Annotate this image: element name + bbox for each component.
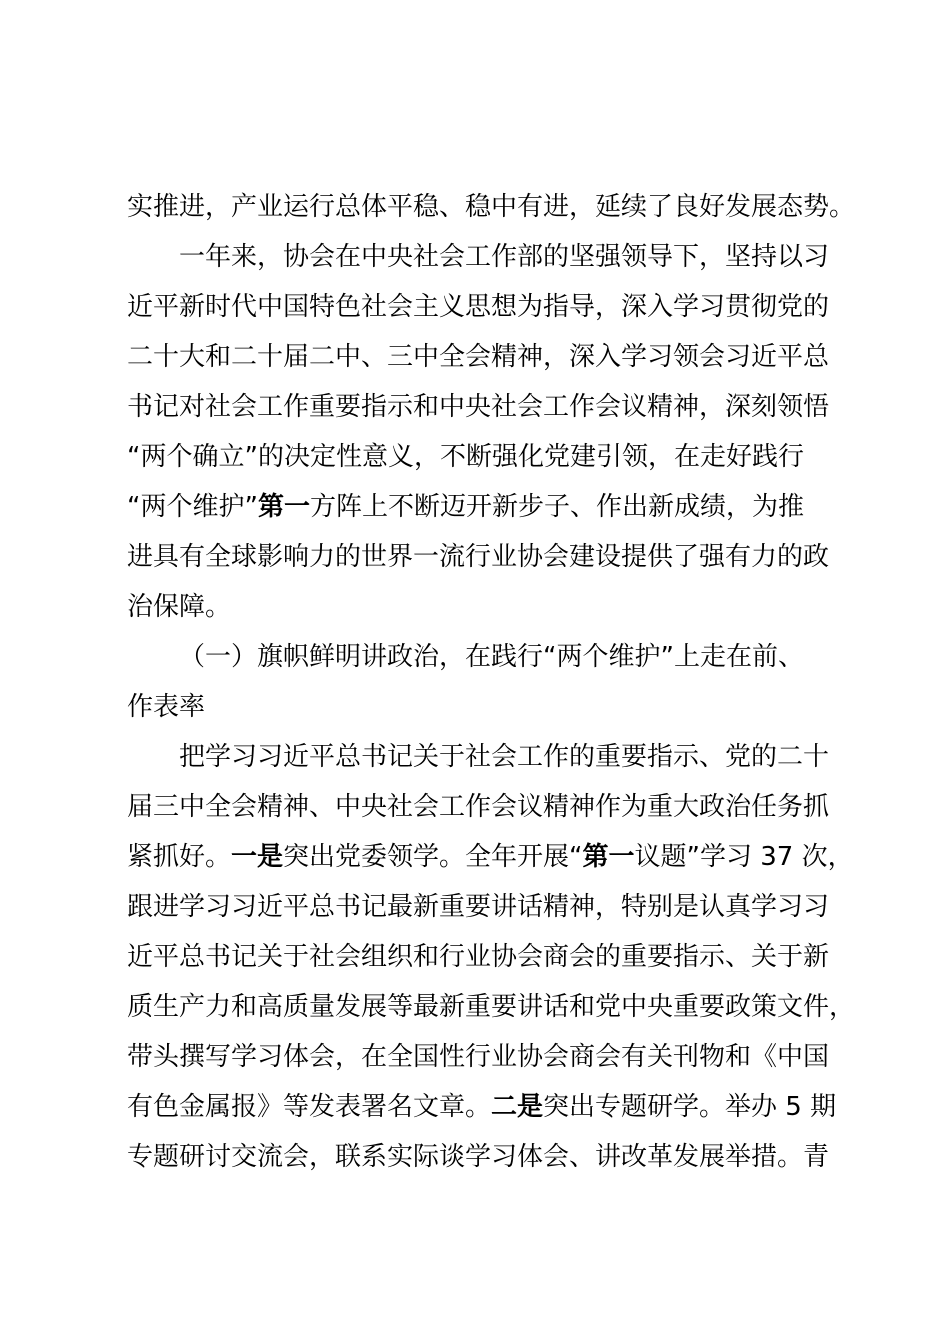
text-line: 近平新时代中国特色社会主义思想为指导，深入学习贯彻党的 [127, 292, 830, 322]
paragraph-start: 一年来，协会在中央社会工作部的坚强领导下，坚持以习 [179, 242, 830, 272]
text-line [127, 1090, 837, 1124]
bold-text: 二是 [491, 1092, 544, 1122]
text-run: 方阵上不断迈开新步子、作出新成绩，为推 [309, 492, 804, 522]
text-run: 有色金属报》等发表署名文章。 [127, 1092, 492, 1122]
section-heading-cont: 作表率 [127, 692, 206, 722]
text-line: 质生产力和高质量发展等最新重要讲话和党中央重要政策文件， [127, 992, 856, 1022]
text-line: 带头撰写学习体会，在全国性行业协会商会有关刊物和《中国 [127, 1042, 830, 1072]
text-run: 紧抓好。 [127, 842, 232, 872]
text-run: “两个维护” [127, 492, 258, 522]
text-run: 突出党委领学。全年开展“ [283, 842, 583, 872]
paragraph-start: 把学习习近平总书记关于社会工作的重要指示、党的二十 [179, 742, 830, 772]
text-line: 治保障。 [127, 592, 232, 622]
bold-text: 第一 [582, 842, 635, 872]
text-line: 专题研讨交流会，联系实际谈学习体会、讲改革发展举措。青 [127, 1142, 830, 1172]
text-line: 书记对社会工作重要指示和中央社会工作会议精神，深刻领悟 [127, 392, 830, 422]
text-line: 进具有全球影响力的世界一流行业协会建设提供了强有力的政 [127, 542, 830, 572]
text-run: 议题”学习 37 次， [634, 842, 854, 872]
text-run: 突出专题研学。举办 5 期 [543, 1092, 837, 1122]
text-line [127, 840, 854, 874]
text-line: “两个确立”的决定性意义，不断强化党建引领，在走好践行 [127, 442, 804, 472]
text-line: 届三中全会精神、中央社会工作会议精神作为重大政治任务抓 [127, 792, 830, 822]
bold-text: 一是 [231, 842, 284, 872]
text-line: 二十大和二十届二中、三中全会精神，深入学习领会习近平总 [127, 342, 830, 372]
bold-text: 第一 [257, 492, 310, 522]
text-line: 跟进学习习近平总书记最新重要讲话精神，特别是认真学习习 [127, 892, 830, 922]
section-heading: （一）旗帜鲜明讲政治，在践行“两个维护”上走在前、 [179, 642, 804, 672]
text-line [127, 490, 827, 524]
text-line: 实推进，产业运行总体平稳、稳中有进，延续了良好发展态势。 [127, 192, 856, 222]
text-line: 近平总书记关于社会组织和行业协会商会的重要指示、关于新 [127, 942, 830, 972]
